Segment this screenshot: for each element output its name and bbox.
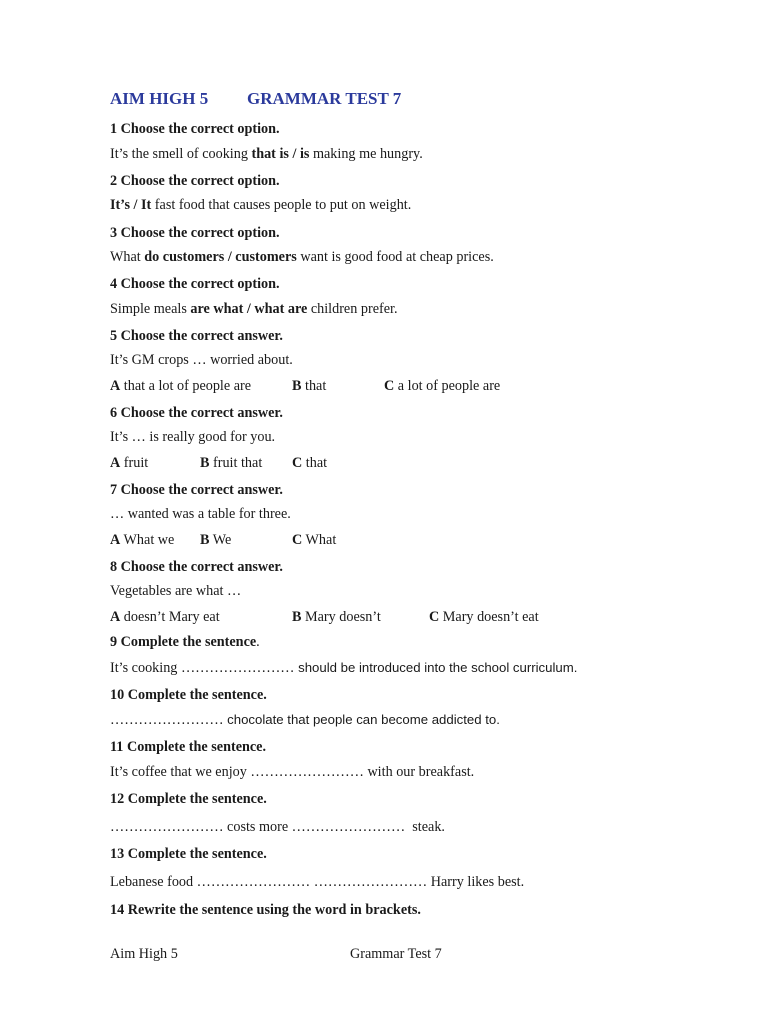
q1-text-pre: It’s the smell of cooking: [110, 146, 252, 162]
q13-text-pre: Lebanese food: [110, 874, 197, 890]
question-7-sentence: … wanted was a table for three.: [110, 506, 291, 522]
question-1-sentence: [110, 145, 423, 163]
question-11-heading: 11 Complete the sentence.: [110, 739, 267, 755]
q1-text-post: making me hungry.: [309, 146, 423, 162]
question-4-sentence: [110, 300, 398, 318]
question-5-heading: 5 Choose the correct answer.: [110, 328, 283, 344]
q9-blank: ……………………: [180, 660, 295, 676]
q4-text-pre: Simple meals: [110, 301, 191, 317]
option-letter: C: [292, 455, 303, 471]
test-title: GRAMMAR TEST 7: [247, 89, 402, 108]
q3-text-post: want is good food at cheap prices.: [296, 249, 494, 265]
question-1-heading: 1 Choose the correct option.: [110, 121, 280, 137]
q6-option-a: [110, 454, 148, 472]
q8-option-b: [292, 608, 381, 626]
option-text: Mary doesn’t eat: [439, 609, 539, 625]
option-text: We: [209, 532, 232, 548]
q6-option-b: [200, 454, 262, 472]
q8-option-c: [429, 608, 539, 626]
question-10-sentence: [110, 711, 500, 729]
book-title: AIM HIGH 5: [110, 89, 209, 108]
question-7-heading: 7 Choose the correct answer.: [110, 482, 283, 498]
q9-text-pre: It’s cooking: [110, 660, 181, 676]
question-10-heading: 10 Complete the sentence.: [110, 687, 267, 703]
q3-text-pre: What: [110, 249, 145, 265]
question-5-sentence: It’s GM crops … worried about.: [110, 352, 293, 368]
q7-option-a: [110, 531, 174, 549]
q6-option-c: [292, 454, 327, 472]
q3-choice: do customers / customers: [144, 249, 297, 265]
q8-option-a: [110, 608, 220, 626]
q11-blank: ……………………: [250, 764, 364, 780]
q5-option-a: [110, 377, 251, 395]
option-letter: B: [200, 532, 210, 548]
q13-blank-1: ……………………: [196, 874, 311, 890]
question-12-sentence: [110, 818, 445, 836]
q12-blank-2: ……………………: [291, 819, 406, 835]
q7-option-c: [292, 531, 336, 549]
q4-choice: are what / what are: [190, 301, 308, 317]
footer-right: Grammar Test 7: [350, 946, 442, 962]
option-text: that a lot of people are: [120, 378, 252, 394]
option-letter: B: [200, 455, 210, 471]
q7-option-b: [200, 531, 231, 549]
option-text: What: [302, 532, 337, 548]
q12-text-post: steak.: [405, 819, 445, 835]
q2-text-post: fast food that causes people to put on weight.: [151, 197, 412, 213]
q1-choice: that is / is: [251, 146, 310, 162]
option-text: Mary doesn’t: [301, 609, 381, 625]
option-letter: A: [110, 532, 121, 548]
question-6-heading: 6 Choose the correct answer.: [110, 405, 283, 421]
question-11-sentence: [110, 763, 474, 781]
question-4-heading: 4 Choose the correct option.: [110, 276, 280, 292]
question-3-heading: 3 Choose the correct option.: [110, 225, 280, 241]
q13-text-post: Harry likes best.: [427, 874, 525, 890]
q9-heading-text: 9 Complete the sentence: [110, 634, 257, 650]
option-text: fruit: [120, 455, 149, 471]
option-letter: C: [384, 378, 395, 394]
option-letter: A: [110, 378, 121, 394]
question-12-heading: 12 Complete the sentence.: [110, 791, 267, 807]
option-letter: A: [110, 609, 121, 625]
option-text: that: [302, 455, 328, 471]
q9-heading-dot: .: [256, 634, 260, 650]
option-text: that: [301, 378, 327, 394]
option-text: fruit that: [209, 455, 263, 471]
q11-text-post: with our breakfast.: [363, 764, 475, 780]
q10-text-post: chocolate that people can become addicted to.: [223, 712, 500, 727]
question-9-sentence: [110, 659, 577, 677]
q5-option-b: [292, 377, 326, 395]
question-9-heading: [110, 633, 260, 651]
option-text: a lot of people are: [394, 378, 501, 394]
question-2-sentence: [110, 196, 411, 214]
option-letter: A: [110, 455, 121, 471]
option-letter: B: [292, 609, 302, 625]
option-text: doesn’t Mary eat: [120, 609, 220, 625]
question-8-sentence: Vegetables are what …: [110, 583, 242, 599]
q2-choice: It’s / It: [110, 197, 152, 213]
option-text: What we: [120, 532, 175, 548]
q11-text-pre: It’s coffee that we enjoy: [110, 764, 251, 780]
q5-option-c: [384, 377, 500, 395]
q12-text-mid: costs more: [223, 819, 292, 835]
question-3-sentence: [110, 248, 494, 266]
q13-blank-2: ……………………: [310, 874, 428, 890]
page-title: [110, 89, 402, 109]
q4-text-post: children prefer.: [307, 301, 398, 317]
q12-blank-1: ……………………: [110, 819, 224, 835]
q10-blank: ……………………: [110, 712, 224, 728]
question-6-sentence: It’s … is really good for you.: [110, 429, 276, 445]
question-8-heading: 8 Choose the correct answer.: [110, 559, 283, 575]
question-2-heading: 2 Choose the correct option.: [110, 173, 280, 189]
option-letter: C: [292, 532, 303, 548]
question-13-heading: 13 Complete the sentence.: [110, 846, 267, 862]
q9-text-post: should be introduced into the school curriculum.: [294, 660, 578, 675]
option-letter: B: [292, 378, 302, 394]
question-13-sentence: [110, 873, 524, 891]
option-letter: C: [429, 609, 440, 625]
footer-left: Aim High 5: [110, 946, 178, 962]
question-14-heading: 14 Rewrite the sentence using the word in brackets.: [110, 902, 421, 918]
